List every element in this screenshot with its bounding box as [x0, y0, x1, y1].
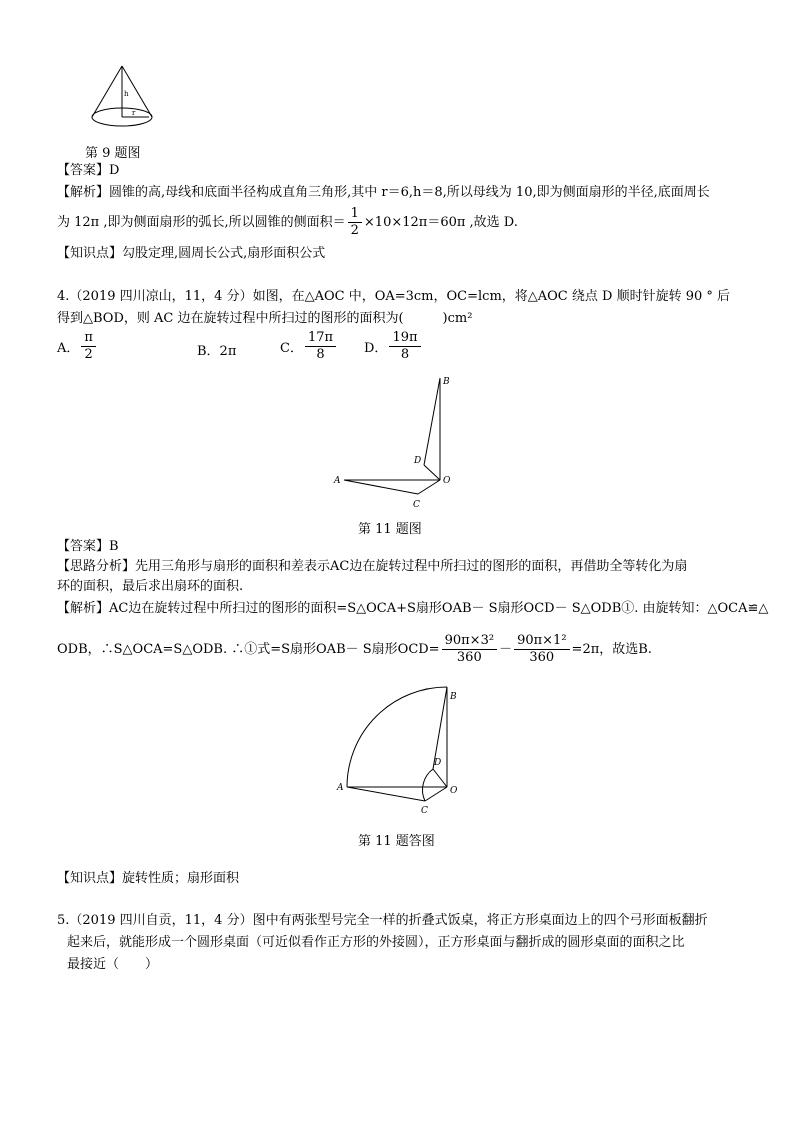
q4-fraction-2-den: 360 — [529, 650, 555, 665]
option-b: B．2π — [197, 344, 237, 359]
q9-analysis-line1: 【解析】圆锥的高,母线和底面半径构成直角三角形,其中 r＝6,h＝8,所以母线为 10,即为侧面扇形的半径,底面周长 — [57, 185, 710, 200]
label-c: C — [421, 806, 428, 816]
option-d-label: D． — [364, 341, 388, 356]
segment-bd — [424, 378, 440, 465]
q4-fraction-2 — [514, 633, 569, 666]
q4-fraction-1 — [442, 633, 497, 666]
q4-figure-caption: 第 11 题图 — [358, 522, 422, 537]
option-d-num: 19π — [389, 330, 420, 347]
q4-figure — [330, 370, 460, 515]
outer-arc — [347, 687, 447, 787]
cone-h-label: h — [124, 90, 129, 98]
option-c — [280, 330, 338, 363]
q5-stem-line1: 5.（2019 四川自贡，11，4 分）图中有两张型号完全一样的折叠式饭桌，将正方形桌面边上的四个弓形面板翻折 — [57, 913, 708, 928]
option-a-label: A． — [57, 341, 80, 356]
segment-do — [433, 769, 447, 787]
q4-answer-figure — [333, 685, 463, 820]
q9-fraction-den: 2 — [350, 223, 359, 238]
q4-stem-line2: 得到△BOD，则 AC 边在旋转过程中所扫过的图形的面积为( )cm² — [57, 311, 473, 326]
q9-analysis-text-a: 为 12π ,即为侧面扇形的弧长,所以圆锥的侧面积＝ — [57, 215, 346, 230]
option-a-fraction — [81, 330, 96, 363]
segment-bd — [433, 687, 447, 769]
label-d: D — [414, 456, 422, 466]
q4-fraction-1-num: 90π×3² — [442, 633, 497, 650]
q9-figure-caption: 第 9 题图 — [85, 146, 141, 161]
segment-ac — [344, 480, 418, 494]
q9-analysis-line2 — [57, 206, 518, 239]
inner-arc — [422, 769, 433, 801]
option-a-den: 2 — [84, 347, 93, 362]
q4-analysis-text-b: =2π，故选B. — [571, 642, 652, 657]
q4-stem-line1: 4.（2019 四川凉山，11，4 分）如图，在△AOC 中，OA=3cm，OC=lcm，将△AOC 绕点 D 顺时针旋转 90 ° 后 — [57, 289, 731, 304]
q9-analysis-text-b: ×10×12π＝60π ,故选 D. — [363, 215, 518, 230]
label-b: B — [450, 692, 457, 702]
cone-r-label: r — [132, 109, 136, 117]
segment-ac — [347, 787, 425, 801]
q5-stem-line2: 起来后，就能形成一个圆形桌面（可近似看作正方形的外接圆），正方形桌面与翻折成的圆形桌面的面积之比 — [67, 935, 685, 950]
label-d: D — [434, 758, 442, 768]
q4-analysis-line2 — [57, 632, 652, 668]
option-c-fraction — [305, 330, 336, 363]
option-a-num: π — [81, 330, 96, 347]
q9-fraction — [348, 206, 362, 239]
option-c-den: 8 — [316, 347, 325, 362]
q9-fraction-num: 1 — [348, 206, 362, 223]
q4-analysis-line1: 【解析】AC边在旋转过程中所扫过的图形的面积=S△OCA+S扇形OAB－ S扇形OCD－ S△ODB①. 由旋转知：△OCA≌△ — [57, 601, 769, 616]
q4-idea-line1: 【思路分析】先用三角形与扇形的面积和差表示AC边在旋转过程中所扫过的图形的面积，再借助全等转化为扇 — [57, 559, 688, 574]
label-b: B — [443, 377, 450, 387]
segment-do — [424, 465, 440, 480]
label-o: O — [443, 476, 451, 486]
label-a: A — [337, 783, 344, 793]
label-c: C — [413, 500, 420, 510]
q4-fraction-2-num: 90π×1² — [514, 633, 569, 650]
q9-knowledge: 【知识点】勾股定理,圆周长公式,扇形面积公式 — [57, 246, 326, 261]
q4-options — [57, 330, 437, 370]
option-d-den: 8 — [400, 347, 410, 362]
q4-minus: － — [499, 642, 513, 657]
q4-analysis-text-a: ODB，∴S△OCA=S△ODB. ∴①式=S扇形OAB－ S扇形OCD= — [57, 642, 440, 657]
option-c-num: 17π — [305, 330, 336, 347]
option-c-label: C． — [280, 341, 303, 356]
option-d-fraction — [389, 330, 420, 363]
q9-answer: 【答案】D — [57, 163, 120, 178]
q4-knowledge: 【知识点】旋转性质；扇形面积 — [57, 871, 240, 886]
q4-answer-figure-caption: 第 11 题答图 — [358, 834, 435, 849]
option-a — [57, 330, 98, 363]
q4-fraction-1-den: 360 — [456, 650, 482, 665]
segment-co — [418, 480, 440, 494]
option-d — [364, 330, 423, 363]
segment-co — [425, 787, 447, 801]
label-o: O — [450, 786, 458, 796]
q5-stem-line3: 最接近（ ） — [67, 957, 159, 972]
q4-answer: 【答案】B — [57, 539, 119, 554]
q4-idea-line2: 环的面积，最后求出扇环的面积. — [57, 579, 244, 594]
cone-figure — [85, 62, 160, 132]
label-a: A — [334, 476, 341, 486]
